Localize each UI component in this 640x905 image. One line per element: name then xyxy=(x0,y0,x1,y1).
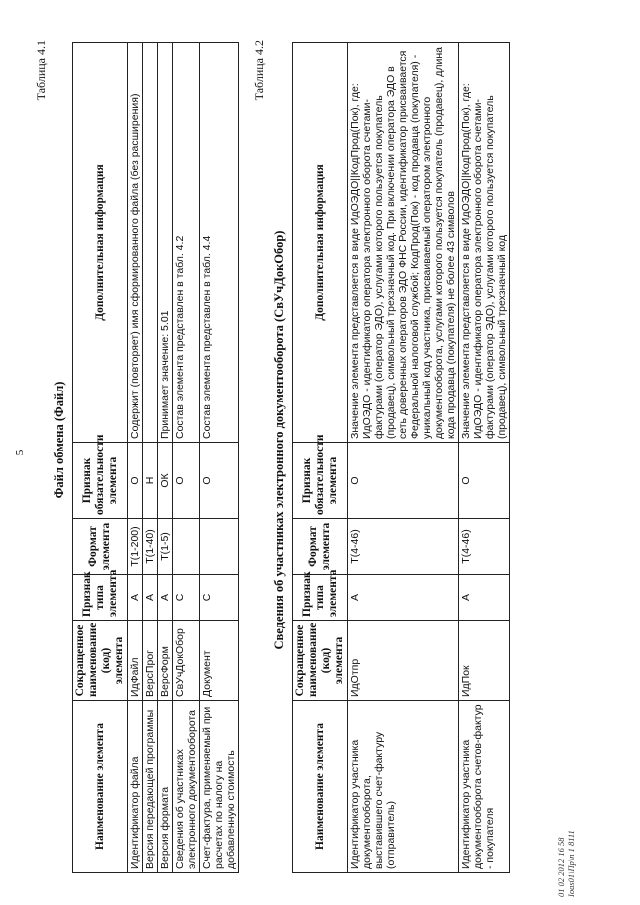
table-cell: А xyxy=(143,575,158,621)
table-row xyxy=(128,43,143,873)
table-row xyxy=(200,43,239,873)
table-4-1-title: Файл обмена (Файл) xyxy=(52,381,66,499)
column-header: Признак обязательности элемента xyxy=(293,443,348,519)
table-cell: Идентификатор участника документооборота счетов-фактур - покупателя xyxy=(459,701,510,873)
page-number: 5 xyxy=(14,449,26,456)
table-cell: ВерсПрог xyxy=(143,621,158,701)
table-cell: Состав элемента представлен в табл. 4.4 xyxy=(200,43,239,443)
table-cell: А xyxy=(158,575,173,621)
table-cell: О xyxy=(348,443,459,519)
table-cell xyxy=(200,519,239,575)
table-cell: СвУчДокОбор xyxy=(173,621,200,701)
table-4-2-label: Таблица 4.2 xyxy=(252,40,266,101)
table-cell: ОК xyxy=(158,443,173,519)
table-cell: Документ xyxy=(200,621,239,701)
table-4-1-label: Таблица 4.1 xyxy=(34,40,48,101)
table-cell xyxy=(173,519,200,575)
table-cell: С xyxy=(200,575,239,621)
column-header: Наименование элемента xyxy=(293,701,348,873)
table-row xyxy=(158,43,173,873)
column-header: Сокращенное наименование (код) элемента xyxy=(73,621,128,701)
table-header-row xyxy=(293,43,348,873)
table-cell: ИдОтпр xyxy=(348,621,459,701)
column-header: Сокращенное наименование (код) элемента xyxy=(293,621,348,701)
table-cell: Версия формата xyxy=(158,701,173,873)
table-cell: А xyxy=(459,575,510,621)
table-header-row xyxy=(73,43,128,873)
table-cell: T(1-40) xyxy=(143,519,158,575)
footer-line: Ioas01\Пр\п 1 8111 xyxy=(566,830,576,897)
table-cell: А xyxy=(128,575,143,621)
column-header: Формат элемента xyxy=(73,519,128,575)
table-cell: Идентификатор файла xyxy=(128,701,143,873)
table-cell: С xyxy=(173,575,200,621)
table-cell: T(4-46) xyxy=(459,519,510,575)
table-4-2 xyxy=(292,42,510,873)
table-row xyxy=(173,43,200,873)
table-cell: T(1-5) xyxy=(158,519,173,575)
table-cell: О xyxy=(128,443,143,519)
table-cell: ИдФайл xyxy=(128,621,143,701)
table-cell: ИдПок xyxy=(459,621,510,701)
column-header: Признак типа элемента xyxy=(73,575,128,621)
table-cell: ВерсФорм xyxy=(158,621,173,701)
table-cell: T(1-200) xyxy=(128,519,143,575)
table-cell: Значение элемента представляется в виде ИдОЭДО||КодПрод(Пок), где: ИдОЭДО - идентификатор оператора электронного оборота счетами-фактурами (оператор ЭДО), услугами которого пользуется покупатель (продавец), символьный трехзначный код. При включении оператора ЭДО в сеть доверенных операторов ЭДО ФНС России, идентификатор присваивается Федеральной налоговой службой; КодПрод(Пок) - код продавца (покупателя) - уникальный код участника, присваиваемый оператором электронного документооборота, услугами которого пользуется покупатель (продавец), длина кода продавца (покупателя) не более 43 символов xyxy=(348,43,459,443)
table-cell: Версия передающей программы xyxy=(143,701,158,873)
table-cell: А xyxy=(348,575,459,621)
table-4-1 xyxy=(72,42,239,873)
column-header: Формат элемента xyxy=(293,519,348,575)
footer-stamp xyxy=(556,830,576,897)
column-header: Дополнительная информация xyxy=(73,43,128,443)
column-header: Дополнительная информация xyxy=(293,43,348,443)
table-cell: Сведения об участниках электронного документооборота xyxy=(173,701,200,873)
table-cell: Идентификатор участника документооборота, выставившего счет-фактуру (отправитель) xyxy=(348,701,459,873)
table-cell: Состав элемента представлен в табл. 4.2 xyxy=(173,43,200,443)
table-4-2-title: Сведения об участниках электронного документооборота (СвУчДокОбор) xyxy=(272,230,286,650)
table-cell: Принимает значение: 5.01 xyxy=(158,43,173,443)
table-cell: T(4-46) xyxy=(348,519,459,575)
table-cell: О xyxy=(173,443,200,519)
table-row xyxy=(143,43,158,873)
table-cell: О xyxy=(200,443,239,519)
table-cell: Н xyxy=(143,443,158,519)
table-cell: О xyxy=(459,443,510,519)
table-cell: Значение элемента представляется в виде ИдОЭДО||КодПрод(Пок), где: ИдОЭДО - идентификатор оператора электронного оборота счетами-фактурами (оператор ЭДО), услугами которого пользуется покупатель (продавец), символьный трехзначный код xyxy=(459,43,510,443)
column-header: Наименование элемента xyxy=(73,701,128,873)
column-header: Признак обязательности элемента xyxy=(73,443,128,519)
table-row xyxy=(348,43,459,873)
table-cell: Счет-фактура, применяемый при расчетах по налогу на добавленную стоимость xyxy=(200,701,239,873)
table-cell xyxy=(143,43,158,443)
column-header: Признак типа элемента xyxy=(293,575,348,621)
footer-line: 01 02 2012 16 58 xyxy=(556,837,566,897)
table-row xyxy=(459,43,510,873)
table-cell: Содержит (повторяет) имя сформированного файла (без расширения) xyxy=(128,43,143,443)
